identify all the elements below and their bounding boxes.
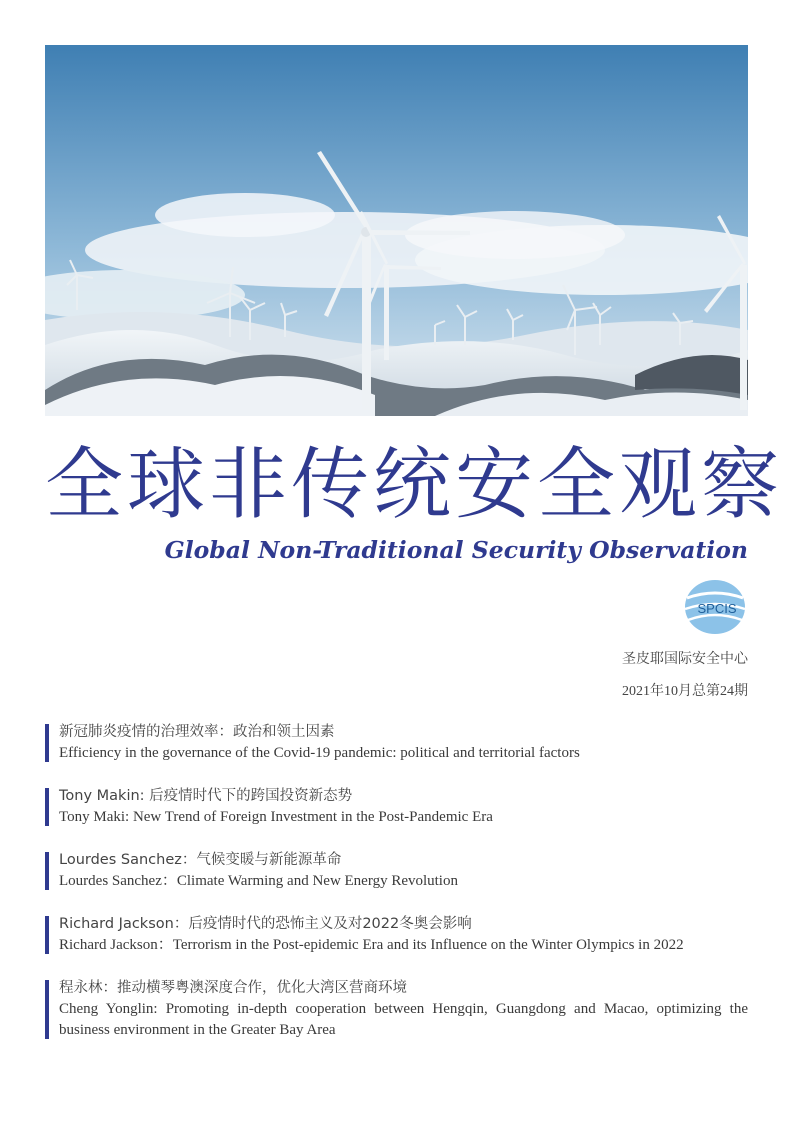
accent-bar <box>45 788 49 826</box>
article-item <box>45 786 748 828</box>
article-title-en: Lourdes Sanchez：Climate Warming and New Energy Revolution <box>59 873 458 889</box>
title-english: Global Non-Traditional Security Observation <box>164 536 748 564</box>
article-title-en: Richard Jackson：Terrorism in the Post-epidemic Era and its Influence on the Winter Olympics in 2022 <box>59 937 684 953</box>
article-list <box>45 722 748 1063</box>
accent-bar <box>45 852 49 890</box>
article-item <box>45 722 748 764</box>
cover-photo-wind-turbines <box>45 45 748 416</box>
issue-info: 2021年10月总第24期 <box>622 684 748 699</box>
accent-bar <box>45 980 49 1039</box>
article-title-en: Efficiency in the governance of the Covid-19 pandemic: political and territorial factors <box>59 745 580 761</box>
article-item <box>45 914 748 956</box>
article-title-cn: 新冠肺炎疫情的治理效率：政治和领土因素 <box>59 724 335 740</box>
title-chinese: 全球非传统安全观察 <box>45 440 784 530</box>
article-item <box>45 978 748 1041</box>
article-title-cn: Lourdes Sanchez：气候变暖与新能源革命 <box>59 852 342 868</box>
article-title-cn: Richard Jackson：后疫情时代的恐怖主义及对2022冬奥会影响 <box>59 916 472 932</box>
publisher-name: 圣皮耶国际安全中心 <box>622 651 748 667</box>
accent-bar <box>45 916 49 954</box>
article-title-cn: Tony Makin: 后疫情时代下的跨国投资新态势 <box>59 788 353 804</box>
logo-text: SPCIS <box>697 601 737 616</box>
article-item <box>45 850 748 892</box>
spcis-logo <box>681 578 749 636</box>
article-title-en: Tony Maki: New Trend of Foreign Investment in the Post-Pandemic Era <box>59 809 493 825</box>
article-title-en: Cheng Yonglin: Promoting in-depth cooperation between Hengqin, Guangdong and Macao, optimizing the business environment in the Greater Bay Area <box>59 1001 748 1038</box>
accent-bar <box>45 724 49 762</box>
article-title-cn: 程永林：推动横琴粤澳深度合作，优化大湾区营商环境 <box>59 980 407 996</box>
